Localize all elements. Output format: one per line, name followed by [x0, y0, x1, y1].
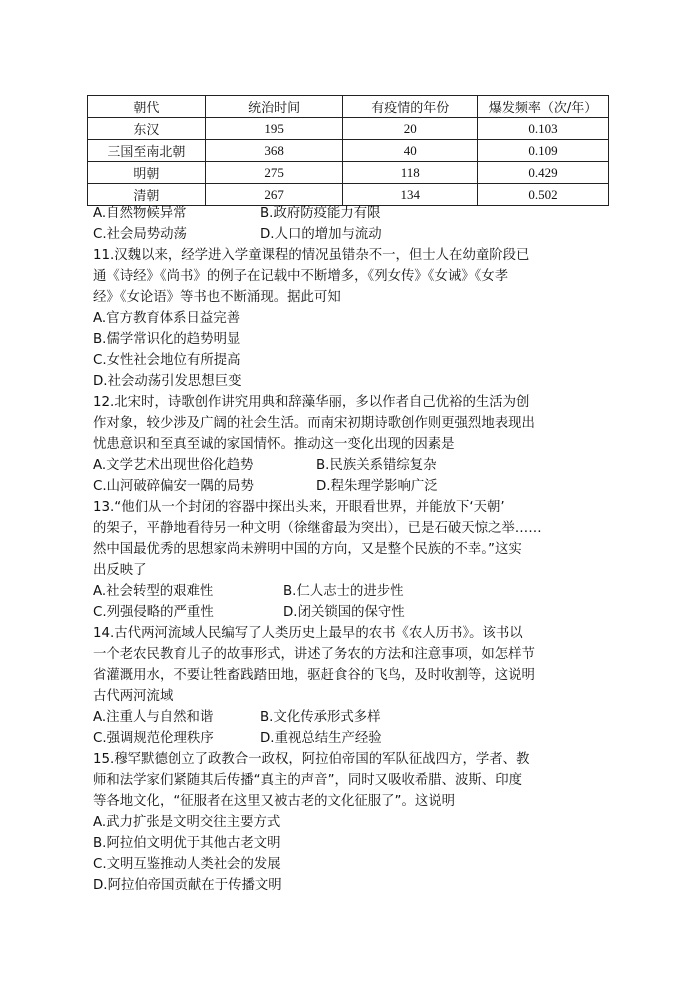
q11-stem-line: 经》《女论语》等书也不断涌现。据此可知: [93, 290, 341, 305]
table-cell: 0.502: [478, 184, 609, 206]
table-row: [88, 118, 609, 140]
q11-option-d: D.社会动荡引发思想巨变: [93, 374, 242, 389]
q14-stem-line: 14.古代两河流域人民编写了人类历史上最早的农书《农人历书》。该书以: [93, 626, 523, 641]
q14-stem-line: 省灌溉用水，不要让牲畜践踏田地，驱赶食谷的飞鸟，及时收割等，这说明: [93, 668, 535, 683]
q10-option-a: A.自然物候异常: [93, 206, 187, 221]
q11-option-a: A.官方教育体系日益完善: [93, 311, 241, 326]
q14-stem-line: 古代两河流域: [93, 689, 174, 704]
table-header-cell: 有疫情的年份: [343, 96, 478, 118]
table-cell: 20: [343, 118, 478, 140]
q15-option-b: B.阿拉伯文明优于其他古老文明: [93, 836, 281, 851]
table-header-row: [88, 96, 609, 118]
table-cell: 40: [343, 140, 478, 162]
table-header-cell: 统治时间: [205, 96, 343, 118]
q13-option-b: B.仁人志士的进步性: [283, 584, 404, 599]
q15-stem-line: 师和法学家们紧随其后传播“真主的声音”，同时又吸收希腊、波斯、印度: [93, 773, 522, 788]
table-cell: 0.109: [478, 140, 609, 162]
table-cell: 368: [205, 140, 343, 162]
table-header-cell: 朝代: [88, 96, 206, 118]
q10-option-d: D.人口的增加与流动: [260, 227, 382, 242]
table-cell: 0.429: [478, 162, 609, 184]
q12-stem-line: 作对象，较少涉及广阔的社会生活。而南宋初期诗歌创作则更强烈地表现出: [93, 416, 535, 431]
q12-stem-line: 12.北宋时，诗歌创作讲究用典和辞藻华丽，多以作者自己优裕的生活为创: [93, 395, 530, 410]
q14-option-a: A.注重人与自然和谐: [93, 710, 214, 725]
q10-option-c: C.社会局势动荡: [93, 227, 187, 242]
q13-stem-line: 的架子，平静地看待另一种文明（徐继畬最为突出），已是石破天惊之举……: [93, 521, 542, 536]
q13-option-a: A.社会转型的艰难性: [93, 584, 214, 599]
table-row: [88, 162, 609, 184]
q14-stem-line: 一个老农民教育儿子的故事形式，讲述了务农的方法和注意事项，如怎样节: [93, 647, 535, 662]
table-cell: 0.103: [478, 118, 609, 140]
q13-stem-line: 13.“他们从一个封闭的容器中探出头来，开眼看世界，并能放下‘天朝’: [93, 500, 505, 515]
table-cell: 明朝: [88, 162, 206, 184]
table-cell: 195: [205, 118, 343, 140]
table-header-cell: 爆发频率（次/年）: [478, 96, 609, 118]
q11-stem-line: 11.汉魏以来，经学进入学童课程的情况虽错杂不一，但士人在幼童阶段已: [93, 248, 530, 263]
q13-option-d: D.闭关锁国的保守性: [283, 605, 405, 620]
table-cell: 三国至南北朝: [88, 140, 206, 162]
q14-option-c: C.强调规范伦理秩序: [93, 731, 214, 746]
table-row: [88, 140, 609, 162]
q11-option-c: C.女性社会地位有所提高: [93, 353, 241, 368]
table-cell: 134: [343, 184, 478, 206]
table-row: [88, 184, 609, 206]
q12-option-d: D.程朱理学影响广泛: [316, 479, 438, 494]
q15-stem-line: 等各地文化，“征服者在这里又被古老的文化征服了”。这说明: [93, 794, 456, 809]
table-cell: 275: [205, 162, 343, 184]
q12-option-a: A.文学艺术出现世俗化趋势: [93, 458, 254, 473]
table-cell: 118: [343, 162, 478, 184]
q14-option-d: D.重视总结生产经验: [260, 731, 382, 746]
q11-stem-line: 通《诗经》《尚书》的例子在记载中不断增多，《列女传》《女诫》《女孝: [93, 269, 509, 284]
q15-option-a: A.武力扩张是文明交往主要方式: [93, 815, 281, 830]
q13-stem-line: 然中国最优秀的思想家尚未辨明中国的方向，又是整个民族的不幸。”这实: [93, 542, 522, 557]
q15-option-c: C.文明互鉴推动人类社会的发展: [93, 857, 281, 872]
table-cell: 清朝: [88, 184, 206, 206]
table-cell: 267: [205, 184, 343, 206]
q13-option-c: C.列强侵略的严重性: [93, 605, 214, 620]
q15-option-d: D.阿拉伯帝国贡献在于传播文明: [93, 878, 282, 893]
q13-stem-line: 出反映了: [93, 563, 147, 578]
q15-stem-line: 15.穆罕默德创立了政教合一政权，阿拉伯帝国的军队征战四方，学者、教: [93, 752, 530, 767]
q11-option-b: B.儒学常识化的趋势明显: [93, 332, 241, 347]
q10-option-b: B.政府防疫能力有限: [260, 206, 381, 221]
table-cell: 东汉: [88, 118, 206, 140]
q14-option-b: B.文化传承形式多样: [260, 710, 381, 725]
q12-option-c: C.山河破碎偏安一隅的局势: [93, 479, 254, 494]
q12-stem-line: 忧患意识和至真至诚的家国情怀。推动这一变化出现的因素是: [93, 437, 455, 452]
q12-option-b: B.民族关系错综复杂: [316, 458, 437, 473]
epidemic-table: [87, 95, 609, 206]
